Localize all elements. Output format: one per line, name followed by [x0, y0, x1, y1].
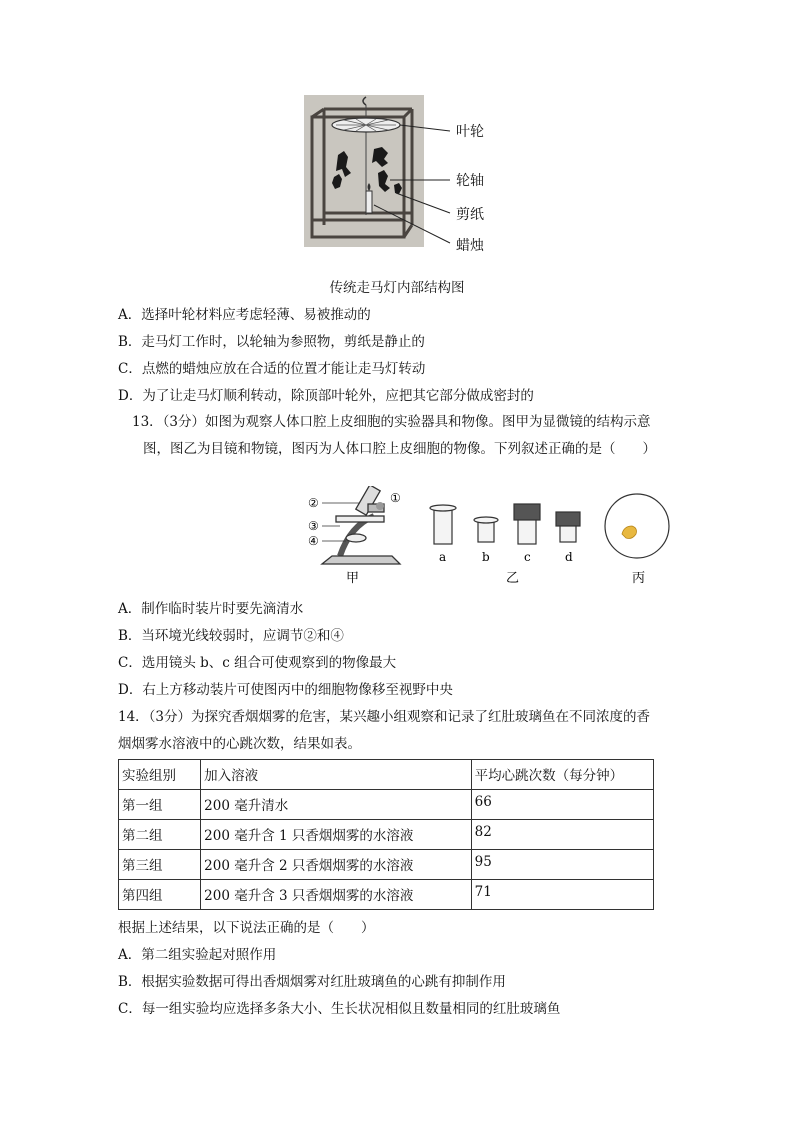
q12-option-c: C．点燃的蜡烛应放在合适的位置才能让走马灯转动	[118, 361, 426, 377]
figure-caption: 传统走马灯内部结构图	[329, 280, 465, 296]
q13-option-d: D．右上方移动装片可使图丙中的细胞物像移至视野中央	[118, 682, 453, 698]
microscope-figure	[300, 486, 690, 586]
lantern-structure-figure	[300, 95, 510, 255]
q13-stem-line1: 13．（3分）如图为观察人体口腔上皮细胞的实验器具和物像。图甲为显微镜的结构示意	[132, 414, 651, 430]
q13-stem-line2: 图，图乙为目镜和物镜，图丙为人体口腔上皮细胞的物像。下列叙述正确的是（ ）	[143, 441, 656, 457]
table-cell: 第二组	[119, 820, 201, 850]
q14-option-c: C．每一组实验均应选择多条大小、生长状况相似且数量相同的红肚玻璃鱼	[118, 1001, 561, 1017]
table-row	[119, 790, 654, 820]
table-cell: 第一组	[119, 790, 201, 820]
part-1-label: ①	[390, 491, 401, 505]
table-cell: 第四组	[119, 880, 201, 910]
q14-stem-line1: 14．（3分）为探究香烟烟雾的危害，某兴趣小组观察和记录了红肚玻璃鱼在不同浓度的香	[118, 709, 651, 725]
q13-option-c: C．选用镜头 b、c 组合可使观察到的物像最大	[118, 655, 397, 671]
table-cell: 第三组	[119, 850, 201, 880]
label-impeller: 叶轮	[456, 124, 484, 140]
table-cell: 200 毫升含 1 只香烟烟雾的水溶液	[201, 820, 472, 850]
experiment-table	[118, 759, 654, 910]
header-heartbeat: 平均心跳次数（每分钟）	[471, 760, 653, 790]
header-group: 实验组别	[119, 760, 201, 790]
lens-a-label: a	[439, 550, 447, 564]
q14-stem-line2: 烟烟雾水溶液中的心跳次数，结果如表。	[118, 736, 361, 752]
q13-option-a: A．制作临时装片时要先滴清水	[118, 601, 304, 617]
table-row	[119, 880, 654, 910]
label-papercut: 剪纸	[456, 207, 484, 223]
part-2-label: ②	[308, 496, 319, 510]
q14-option-b: B．根据实验数据可得出香烟烟雾对红肚玻璃鱼的心跳有抑制作用	[118, 974, 506, 990]
panel-yi: 乙	[506, 571, 520, 586]
lens-c-label: c	[524, 550, 531, 564]
panel-bing: 丙	[632, 571, 646, 586]
table-cell: 200 毫升含 3 只香烟烟雾的水溶液	[201, 880, 472, 910]
table-cell: 71	[471, 880, 653, 910]
q12-option-b: B．走马灯工作时，以轮轴为参照物，剪纸是静止的	[118, 334, 425, 350]
lens-b-label: b	[482, 550, 490, 564]
table-cell: 200 毫升清水	[201, 790, 472, 820]
table-row	[119, 820, 654, 850]
label-candle: 蜡烛	[456, 238, 484, 254]
panel-jia: 甲	[346, 571, 360, 586]
q13-option-b: B．当环境光线较弱时，应调节②和④	[118, 628, 344, 644]
table-cell: 82	[471, 820, 653, 850]
q12-option-d: D．为了让走马灯顺利转动，除顶部叶轮外，应把其它部分做成密封的	[118, 388, 534, 404]
label-axle: 轮轴	[456, 173, 484, 189]
part-3-label: ③	[308, 519, 319, 533]
table-header-row	[119, 760, 654, 790]
table-cell: 66	[471, 790, 653, 820]
part-4-label: ④	[308, 534, 319, 548]
lens-d-label: d	[565, 550, 573, 564]
table-cell: 200 毫升含 2 只香烟烟雾的水溶液	[201, 850, 472, 880]
q14-option-a: A．第二组实验起对照作用	[118, 947, 277, 963]
q12-option-a: A．选择叶轮材料应考虑轻薄、易被推动的	[118, 307, 371, 323]
q14-question: 根据上述结果，以下说法正确的是（ ）	[118, 920, 375, 936]
table-cell: 95	[471, 850, 653, 880]
header-solution: 加入溶液	[201, 760, 472, 790]
table-row	[119, 850, 654, 880]
